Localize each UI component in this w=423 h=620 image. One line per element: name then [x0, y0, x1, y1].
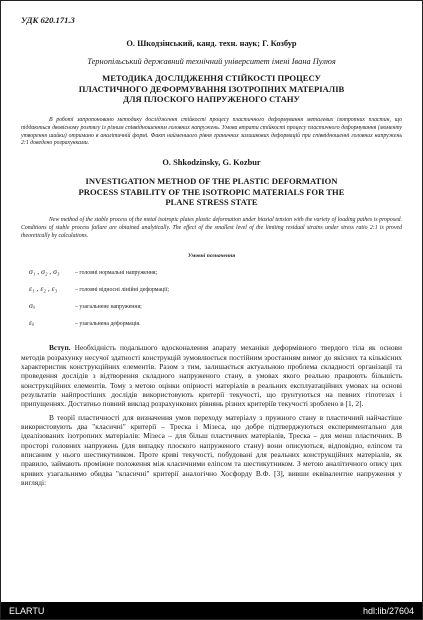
body-text	[21, 343, 402, 487]
nomenclature-symbol: εᵢᵢ	[29, 318, 35, 328]
nomenclature-item	[29, 318, 402, 335]
nomenclature-symbol: σᵢᵢ	[29, 301, 36, 311]
nomenclature-description: – узагальнена деформація.	[75, 321, 141, 328]
udk-code: УДК 620.171.3	[21, 15, 75, 25]
title-ukrainian-line: ДЛЯ ПЛОСКОГО НАПРУЖЕНОГО СТАНУ	[123, 94, 300, 105]
title-english	[21, 176, 402, 208]
title-english-line: INVESTIGATION METHOD OF THE PLASTIC DEFORMATION	[85, 176, 338, 187]
article-content	[21, 15, 402, 487]
repository-footer	[1, 602, 422, 619]
abstract-ukrainian: В роботі запропоновано методику дослідження стійкості процесу пластичного деформування металевих ізотропних пластин, що піддаються двовісному розтягу із різним співвідношенням головних напружень. Умова втрати стійкості процесу пластичного деформування (моменту утворення шийки) отримано в аналітичній формі. Факт найменшого рівня граничних залишкових деформацій при співвідношенні головних напружень 2:1 доведено розрахунками.	[21, 117, 402, 147]
title-ukrainian-line: ПЛАСТИЧНОГО ДЕФОРМУВАННЯ ІЗОТРОПНИХ МАТЕРІАЛІВ	[78, 83, 345, 94]
nomenclature-symbol: ε₁ , ε₂ , ε₃	[29, 284, 58, 294]
title-english-line: PLANE STRESS STATE	[165, 197, 258, 208]
handle-id: hdl:lib/27604	[362, 605, 414, 616]
title-ukrainian-line: МЕТОДИКА ДОСЛІДЖЕННЯ СТІЙКОСТІ ПРОЦЕСУ	[102, 73, 321, 83]
nomenclature-description: – узагальнене напруження;	[75, 304, 142, 311]
nomenclature-heading: Умовні позначення	[187, 253, 236, 260]
repository-name: ELARTU	[9, 605, 45, 616]
authors-english: O. Shkodzinsky, G. Kozbur	[162, 158, 261, 168]
introduction-heading: Вступ.	[49, 343, 71, 353]
nomenclature-item	[29, 284, 402, 301]
nomenclature-description: – головні відносні лінійні деформації;	[75, 287, 169, 294]
body-paragraph: В теорії пластичності для визначення умов переходу матеріалу з пружного стану в пластичний найчастіше використовують два "класичні" критерії – Треска і Мізеса, що добре підтверджуються експериментально для ідеалізованих ізотропних матеріалів: Мізеса – для більш пластичних матеріалів, Треска – для менш пластичних. В просторі головних напружень (для випадку плоского напруженого стану) вони описуються, відповідно, еліпсом та вписаним у нього шестикутником. Проте криві текучості, побудовані для реальних конструкційних матеріалів, як правило, займають проміжне положення між класичними еліпсом та шестикутником. З метою аналітичного опису цих кривих узагальнимо обидва "класичні" критерії аналогічно Хосфорду В.Ф. [3], вивши еквівалентне напруження у вигляді:	[21, 412, 402, 487]
introduction-text: Необхідність подальшого вдосконалення апарату механіки деформівного твердого тіла як основи методів розрахунку несучої здатності конструкцій зумовлюється постійним зростанням вимог до якісних та кількісних характеристик конструкційних елементів. Разом з тим, залишається актуальною проблема складності організації та проведення дослідів з відтворення складного напруженого стану, в умовах якого реально працюють більшість конструкційних елементів. Тому з метою оцінки опірності матеріалів в реальних експлуатаційних умовах на основі результатів найпростіших дослідів використовують критерії текучості, що ґрунтуються на певних гіпотезах і припущеннях. Достатньо повний виклад розрахункових рівнянь різних критеріїв текучості зроблено в [1, 2].	[21, 343, 402, 409]
authors-ukrainian: О. Шкодзінський, канд. техн. наук; Г. Козбур	[126, 39, 297, 48]
abstract-english: New method of the stable process of the metal isotropic plates plastic deformation under biaxial tension with the variety of loading pathes is proposed. Conditions of stable process failure are obtained analytically. The effect of the smallest level of the limiting residual strains under stress ratio 2:1 is proved theoretically by calculations.	[21, 217, 402, 239]
title-ukrainian	[21, 73, 402, 105]
nomenclature-item	[29, 301, 402, 318]
nomenclature-description: – головні нормальні напруження;	[75, 270, 158, 277]
affiliation: Тернопільський державний технічний університет імені Івана Пулюя	[87, 57, 336, 66]
nomenclature-item	[29, 267, 402, 284]
nomenclature-symbol: σ₁ , σ₂ , σ₃	[29, 267, 60, 277]
introduction-paragraph	[21, 343, 402, 408]
title-english-line: PROCESS STABILITY OF THE ISOTROPIC MATERIALS FOR THE	[78, 186, 345, 197]
nomenclature-list	[21, 267, 402, 335]
